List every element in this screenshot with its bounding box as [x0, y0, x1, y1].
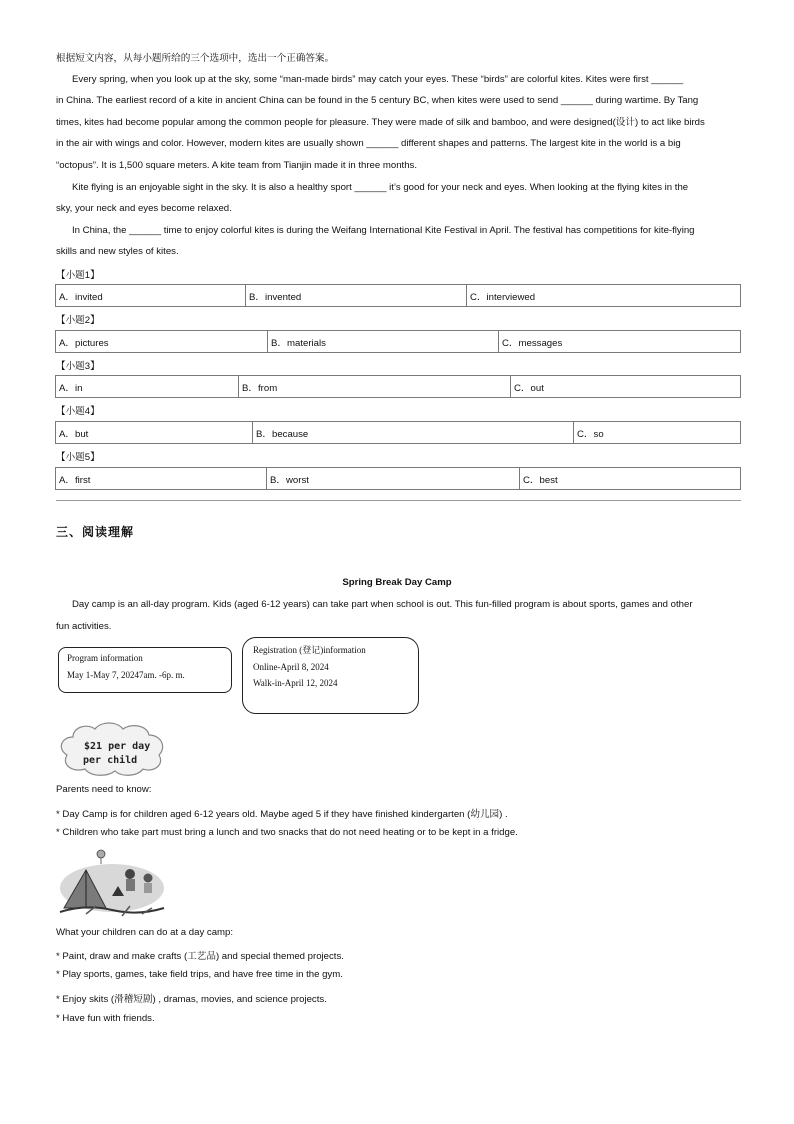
camp-intro-line: Day camp is an all-day program. Kids (aged 6-12 years) can take part when school is out. This fun-filled program is about sports, games and other [72, 599, 693, 610]
passage-line: in the air with wings and color. However, modern kites are usually shown ______ different shapes and patterns. The largest kite in the world is a big [56, 138, 681, 149]
activity-point: * Paint, draw and make crafts (工艺品) and special themed projects. [56, 951, 344, 962]
question-5-options [55, 467, 741, 490]
program-info-title: Program information [67, 653, 143, 663]
passage-line: skills and new styles of kites. [56, 246, 179, 257]
option-b[interactable]: B．worst [267, 468, 520, 490]
parents-heading: Parents need to know: [56, 784, 152, 795]
registration-online: Online-April 8, 2024 [253, 661, 329, 672]
option-b[interactable]: B．from [239, 376, 511, 398]
passage-line: “octopus”. It is 1,500 square meters. A kite team from Tianjin made it in three months. [56, 160, 417, 171]
price-unit: per child [83, 755, 138, 766]
option-a[interactable]: A．invited [56, 285, 246, 307]
camp-intro-line: fun activities. [56, 621, 112, 632]
question-4-options [55, 421, 741, 444]
passage-title: Spring Break Day Camp [342, 577, 452, 588]
passage-line: Kite flying is an enjoyable sight in the sky. It is also a healthy sport ______ it’s good for your neck and eyes. When looking at the flying kites in the [72, 182, 689, 193]
option-c[interactable]: C．so [574, 422, 741, 444]
option-b[interactable]: B．invented [246, 285, 467, 307]
option-a[interactable]: A．first [56, 468, 267, 490]
question-1-options [55, 284, 741, 307]
section-divider [56, 500, 741, 501]
question-tag: 【小题3】 [56, 361, 100, 372]
question-tag: 【小题2】 [56, 315, 100, 326]
question-tag: 【小题5】 [56, 452, 100, 463]
option-b[interactable]: B．because [253, 422, 574, 444]
program-info-box [58, 647, 232, 693]
question-3-options [55, 375, 741, 398]
registration-info-box [242, 637, 419, 714]
instruction-text: 根据短文内容，从每小题所给的三个选项中，选出一个正确答案。 [56, 53, 335, 64]
camping-scene-icon [56, 848, 168, 920]
activity-point: * Play sports, games, take field trips, and have free time in the gym. [56, 969, 343, 980]
activity-point: * Have fun with friends. [56, 1013, 155, 1024]
option-c[interactable]: C．interviewed [467, 285, 741, 307]
option-b[interactable]: B．materials [268, 331, 499, 353]
option-a[interactable]: A．but [56, 422, 253, 444]
section-heading: 三、阅读理解 [56, 525, 135, 539]
question-tag: 【小题1】 [56, 270, 100, 281]
passage-line: in China. The earliest record of a kite in ancient China can be found in the 5 century BC, when kites were used to send ______ during wartime. By Tang [56, 95, 699, 106]
passage-line: times, kites had become popular among the common people for pleasure. They were made of silk and bamboo, and were designed(设计) to act like birds [56, 117, 705, 128]
registration-title: Registration (登记)information [253, 645, 366, 655]
price-cloud [55, 721, 168, 778]
activities-heading: What your children can do at a day camp: [56, 927, 234, 938]
question-tag: 【小题4】 [56, 406, 100, 417]
option-c[interactable]: C．messages [499, 331, 741, 353]
option-a[interactable]: A．pictures [56, 331, 268, 353]
parents-point: * Day Camp is for children aged 6-12 years old. Maybe aged 5 if they have finished kindergarten (幼儿园) . [56, 809, 508, 820]
passage-line: sky, your neck and eyes become relaxed. [56, 203, 232, 214]
parents-point: * Children who take part must bring a lunch and two snacks that do not need heating or to be kept in a fridge. [56, 827, 518, 838]
option-c[interactable]: C．out [511, 376, 741, 398]
activity-point: * Enjoy skits (滑稽短剧) , dramas, movies, and science projects. [56, 994, 327, 1005]
option-c[interactable]: C．best [520, 468, 741, 490]
passage-line: In China, the ______ time to enjoy colorful kites is during the Weifang International Kite Festival in April. The festival has competitions for kite-flying [72, 225, 695, 236]
price-amount: $21 per day [84, 741, 151, 752]
option-a[interactable]: A．in [56, 376, 239, 398]
passage-line: Every spring, when you look up at the sky, some “man-made birds” may catch your eyes. These “birds” are colorful kites. Kites were first ______ [72, 74, 684, 85]
question-2-options [55, 330, 741, 353]
registration-walk-in: Walk-in-April 12, 2024 [253, 678, 338, 688]
program-dates: May 1-May 7, 20247am. -6p. m. [67, 669, 185, 680]
camping-illustration [56, 848, 168, 920]
